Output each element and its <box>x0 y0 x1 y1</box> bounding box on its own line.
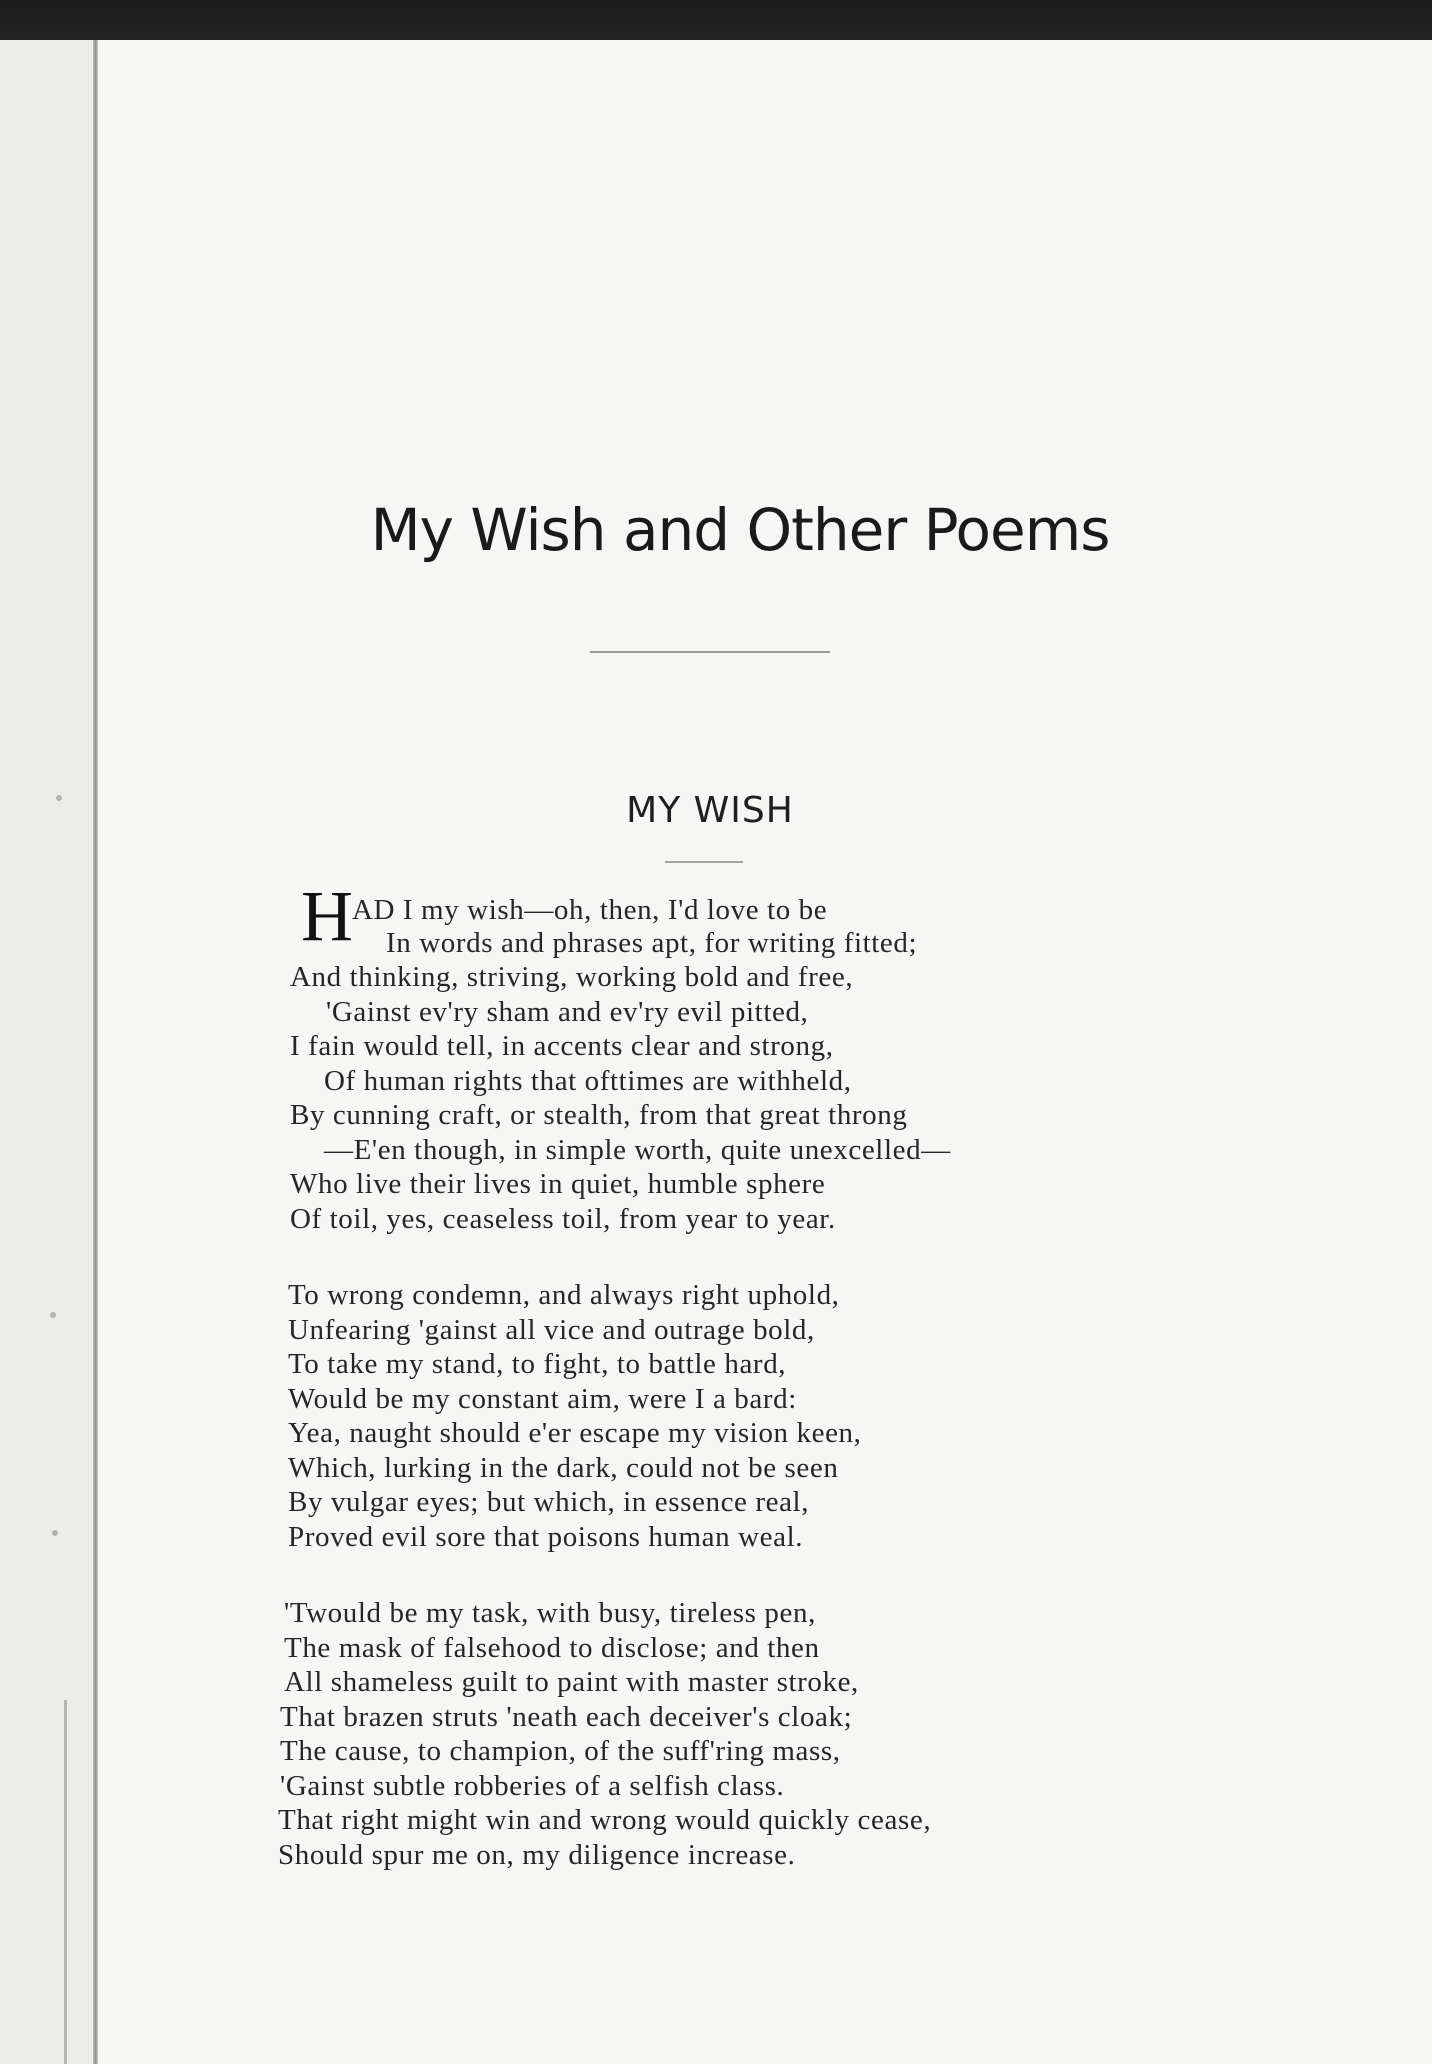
poem-line: Yea, naught should e'er escape my vision keen, <box>288 1417 862 1449</box>
poem-line: Unfearing 'gainst all vice and outrage bold, <box>288 1314 815 1346</box>
poem-line: Proved evil sore that poisons human weal. <box>288 1521 804 1553</box>
poem-line: I fain would tell, in accents clear and strong, <box>290 1030 834 1062</box>
poem-line: The cause, to champion, of the suff'ring mass, <box>280 1735 841 1767</box>
poem-line: And thinking, striving, working bold and free, <box>290 961 854 993</box>
poem-line: In words and phrases apt, for writing fitted; <box>386 927 918 959</box>
poem-title: MY WISH <box>626 790 794 831</box>
poem-line: By vulgar eyes; but which, in essence real, <box>288 1486 810 1518</box>
left-page-margin <box>0 40 96 2064</box>
poem-line: 'Gainst subtle robberies of a selfish class. <box>280 1770 785 1802</box>
book-title: My Wish and Other Poems <box>370 496 1110 564</box>
page-edge-line <box>64 1700 67 2064</box>
poem-line: That right might win and wrong would quickly cease, <box>278 1804 932 1836</box>
title-divider <box>590 651 830 653</box>
drop-cap-letter: H <box>301 876 353 956</box>
poem-line: All shameless guilt to paint with master stroke, <box>284 1666 859 1698</box>
poem-line: 'Twould be my task, with busy, tireless pen, <box>284 1597 816 1629</box>
poem-line: By cunning craft, or stealth, from that great throng <box>290 1099 908 1131</box>
poem-line: Should spur me on, my diligence increase. <box>278 1839 796 1871</box>
margin-speck <box>52 1530 58 1536</box>
poem-line: The mask of falsehood to disclose; and then <box>284 1632 820 1664</box>
poem-line: Who live their lives in quiet, humble sphere <box>290 1168 826 1200</box>
margin-speck <box>50 1312 56 1318</box>
margin-speck <box>56 795 62 801</box>
poem-title-divider <box>665 861 743 863</box>
poem-line: To take my stand, to fight, to battle hard, <box>288 1348 787 1380</box>
poem-line: That brazen struts 'neath each deceiver's cloak; <box>280 1701 853 1733</box>
poem-line: AD I my wish—oh, then, I'd love to be <box>352 894 828 926</box>
poem-line: 'Gainst ev'ry sham and ev'ry evil pitted, <box>326 996 809 1028</box>
poem-line: —E'en though, in simple worth, quite unexcelled— <box>324 1134 951 1166</box>
poem-line: Of human rights that ofttimes are withheld, <box>324 1065 852 1097</box>
poem-line: Which, lurking in the dark, could not be seen <box>288 1452 839 1484</box>
poem-line: Of toil, yes, ceaseless toil, from year to year. <box>290 1203 836 1235</box>
poem-line: Would be my constant aim, were I a bard: <box>288 1383 797 1415</box>
poem-line: To wrong condemn, and always right uphold, <box>288 1279 840 1311</box>
